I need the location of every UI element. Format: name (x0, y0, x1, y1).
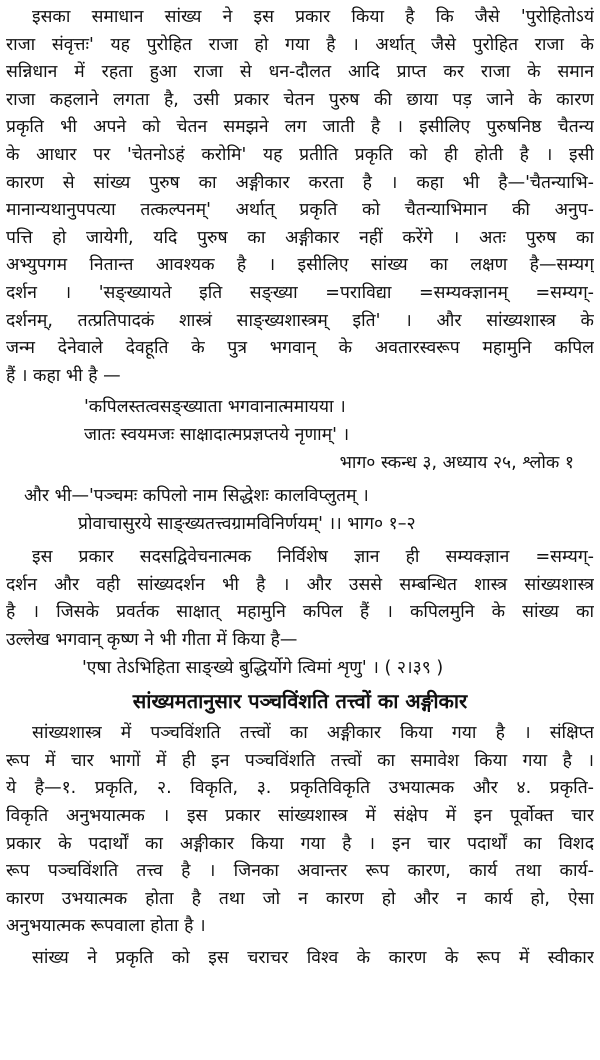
text-line: दर्शन । 'सङ्ख्यायते इति सङ्ख्या =पराविद्या =सम्यक्ज्ञानम् =सम्यग्- (6, 282, 594, 303)
text-line: सांख्य ने प्रकृति को इस चराचर विश्व के कारण के रूप में स्वीकार (32, 948, 594, 968)
text-line: है । जिसके प्रवर्तक साक्षात् महामुनि कपिल हैं । कपिलमुनि के सांख्य का (6, 602, 594, 623)
text-line: जन्म देनेवाले देवहूति के पुत्र भगवान् के अवतारस्वरूप महामुनि कपिल (6, 338, 594, 359)
text-line: सन्निधान में रहता हुआ राजा से धन-दौलत आदि प्राप्त कर राजा के समान (6, 62, 594, 83)
text-line: राजा संवृत्तः' यह पुरोहित राजा हो गया है । अर्थात् जैसे पुरोहित राजा के (6, 34, 594, 55)
text-line: कारण से सांख्य पुरुष का अङ्गीकार करता है । कहा भी है—'चैतन्याभि- (6, 172, 594, 193)
text-line: राजा कहलाने लगता है, उसी प्रकार चेतन पुरुष की छाया पड़ जाने के कारण (6, 89, 594, 110)
text-line: के आधार पर 'चेतनोऽहं करोमि' यह प्रतीति प्रकृति को ही होती है । इसी (6, 144, 594, 165)
verse-line: जातः स्वयमजः साक्षादात्मप्रज्ञप्तये नृणाम्' । (84, 424, 350, 445)
text-line: हैं । कहा भी है — (6, 365, 121, 386)
verse-line: प्रोवाचासुरये साङ्ख्यतत्त्वग्रामविनिर्णयम्' ।। भाग० १–२ (78, 513, 416, 534)
text-line: इस प्रकार सदसद्विवेचनात्मक निर्विशेष ज्ञान ही सम्यक्ज्ञान =सम्यग्- (32, 547, 594, 568)
text-line: मानान्यथानुपपत्या तत्कल्पनम्' अर्थात् प्रकृति को चैतन्याभिमान की अनुप- (6, 200, 594, 221)
text-line: अभ्युपगम नितान्त आवश्यक है । इसीलिए सांख्य का लक्षण है—सम्यग् (6, 255, 594, 276)
text-line: प्रकृति भी अपने को चेतन समझने लग जाती है । इसीलिए पुरुषनिष्ठ चैतन्य (6, 117, 594, 138)
verse-line: 'कपिलस्तत्वसङ्ख्याता भगवानात्ममायया । (84, 397, 346, 418)
text-line: कारण उभयात्मक होता है तथा जो न कारण हो और न कार्य हो, ऐसा (6, 888, 594, 909)
verse-block-2 (6, 483, 594, 538)
paragraph-1 (6, 4, 594, 390)
text-line: दर्शन और वही सांख्यदर्शन भी है । और उससे सम्बन्धित शास्त्र सांख्यशास्त्र (6, 574, 594, 595)
text-line: रूप में चार भागों में ही इन पञ्चविंशति तत्त्वों का समावेश किया गया है । (6, 750, 594, 771)
verse-reference: भाग० स्कन्ध ३, अध्याय २५, श्लोक १ (339, 452, 574, 473)
verse-line: और भी—'पञ्चमः कपिलो नाम सिद्धेशः कालविप्लुतम् । (24, 486, 369, 507)
text-line: प्रकार के पदार्थों का अङ्गीकार किया गया है । इन चार पदार्थों का विशद (6, 833, 594, 854)
paragraph-2 (6, 544, 594, 682)
text-line: विकृति अनुभयात्मक । इस प्रकार सांख्यशास्त्र में संक्षेप में इन पूर्वोक्त चार (6, 806, 594, 827)
text-line: रूप पञ्चविंशति तत्त्व है । जिनका अवान्तर रूप कारण, कार्य तथा कार्य- (6, 861, 594, 882)
text-line: दर्शनम्, तत्प्रतिपादकं शास्त्रं साङ्ख्यशास्त्रम् इति' । और सांख्यशास्त्र के (6, 310, 594, 331)
text-line: ये है—१. प्रकृति, २. विकृति, ३. प्रकृतिविकृति उभयात्मक और ४. प्रकृति- (6, 778, 594, 799)
section-heading: सांख्यमतानुसार पञ्चविंशति तत्त्वों का अङ्गीकार (132, 689, 468, 714)
text-line: अनुभयात्मक रूपवाला होता है । (6, 916, 206, 937)
verse-block-1 (6, 394, 594, 477)
text-line: पत्ति हो जायेगी, यदि पुरुष का अङ्गीकार नहीं करेंगे । अतः पुरुष का (6, 227, 594, 248)
text-line: उल्लेख भगवान् कृष्ण ने भी गीता में किया है— (6, 630, 298, 651)
paragraph-3 (6, 720, 594, 941)
paragraph-4 (6, 945, 594, 973)
gita-quote: 'एषा तेऽभिहिता साङ्ख्ये बुद्धिर्योगे त्विमां शृणु' । ( २।३९ ) (82, 657, 444, 678)
text-line: इसका समाधान सांख्य ने इस प्रकार किया है कि जैसे 'पुरोहितोऽयं (32, 7, 594, 27)
text-line: सांख्यशास्त्र में पञ्चविंशति तत्त्वों का अङ्गीकार किया गया है । संक्षिप्त (32, 723, 594, 744)
